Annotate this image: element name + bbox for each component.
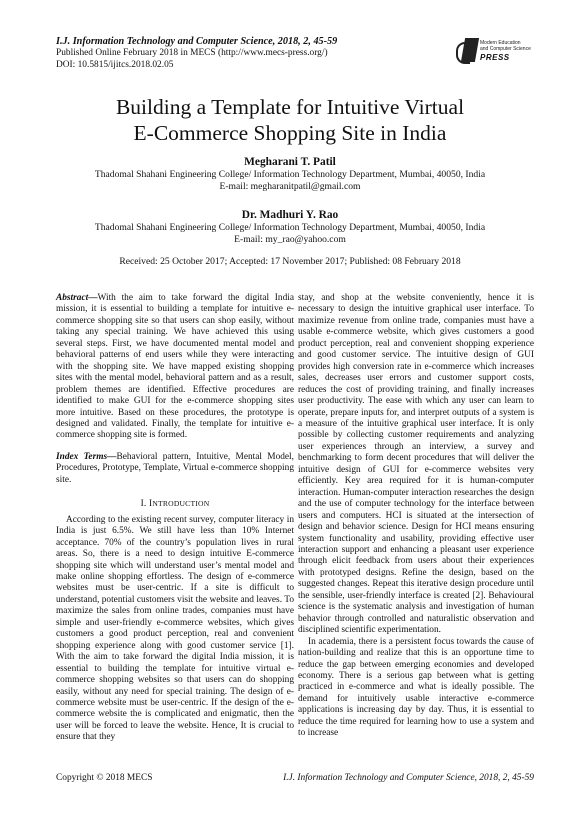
footer-journal: I.J. Information Technology and Computer Science, 2018, 2, 45-59 <box>283 773 534 783</box>
journal-name: I.J. Information Technology and Computer Science, 2018, 2, 45-59 <box>56 36 338 47</box>
logo-press: PRESS <box>480 53 510 62</box>
author-block-2 <box>40 208 540 246</box>
author-email: E-mail: my_rao@yahoo.com <box>234 233 346 245</box>
mecs-logo-icon <box>456 38 478 64</box>
right-column <box>298 293 534 740</box>
logo-text: Modern Education and Computer Science <box>480 40 531 52</box>
abstract: Abstract—With the aim to take forward the digital India mission, it is essential to building a template for intuitive e-commerce shopping site so that users can shop easily, without taking any special training. We have achieved this using several steps. First, we have documented mental model and behavioral patterns of end users while they were interacting with the shopping site. We have mapped existing shopping sites with the mental model, behavioral pattern and as a result, problem themes are identified. Effective procedures are identified to make GUI for the e-commerce shopping sites more intuitive. Based on these procedures, the prototype is designed and validated. Finally, the template for intuitive e-commerce shopping site is formed. <box>56 293 294 441</box>
intro-paragraph: According to the existing recent survey, computer literacy in India is just 6.5%. We still have less than 10% Internet acceptance. 70% of the country’s population lives in rural areas. So, there is a need to design intuitive E-commerce shopping site which will understand user’s mental model and make online shopping effortless. The design of e-commerce websites must be user-centric. If a site is difficult to understand, potential customers visit the website and leaves. To maximize the sales from online trades, companies must have simple and user-friendly e-commerce websites, which gives customers a good product perception, real and convenient shopping experience along with good customer service [1]. With the aim to take forward the digital India mission, it is essential to building the template for intuitive virtual e-commerce shopping websites so that users can do shopping easily, without any need for special training. The design of e-commerce website must be user-centric. If the design of the e-commerce website the is complicated and enigmatic, then the user will be forced to leave the website. Hence, It is crucial to ensure that they <box>56 514 294 743</box>
mecs-press-logo <box>456 36 534 66</box>
footer-copyright: Copyright © 2018 MECS <box>56 773 153 783</box>
publication-info: Published Online February 2018 in MECS (http://www.mecs-press.org/) <box>56 48 328 58</box>
paper-title: Building a Template for Intuitive Virtual E-Commerce Shopping Site in India <box>115 95 465 145</box>
left-column <box>56 293 294 744</box>
index-terms: Index Terms—Behavioral pattern, Intuitive, Mental Model, Procedures, Prototype, Template, Virtual e-commerce shopping site. <box>56 451 294 485</box>
author-name: Megharani T. Patil <box>244 156 336 168</box>
submission-dates: Received: 25 October 2017; Accepted: 17 November 2017; Published: 08 February 2018 <box>119 256 461 267</box>
author-name: Dr. Madhuri Y. Rao <box>241 209 339 221</box>
author-block-1 <box>40 155 540 193</box>
doi: DOI: 10.5815/ijitcs.2018.02.05 <box>56 59 174 70</box>
section-heading: I. INTRODUCTION <box>140 499 210 510</box>
body-paragraph: In academia, there is a persistent focus towards the cause of nation-building and realize that this is an opportune time to reduce the gap between emerging economies and developed economy. There is a serious gap between what is getting practiced in e-commerce and what is ideally possible. The demand for intuitively usable interactive e-commerce applications is increasing day by day. Thus, it is essential to reduce the time required for learning how to use a system and to increase <box>298 636 534 739</box>
author-affiliation: Thadomal Shahani Engineering College/ Information Technology Department, Mumbai, 40050, India <box>94 169 486 180</box>
body-paragraph: stay, and shop at the website conveniently, hence it is necessary to design the intuitive graphical user interface. To maximize revenue from online trade, companies must have a usable e-commerce website, which gives customers a good product perception, real and convenient shopping experience and good customer service. The intuitive design of GUI provides high conversion rate in e-commerce which increases sales, decreases user errors and customer support costs, reduces the cost of providing training, and finally increases user productivity. The ease with which any user can learn to operate, prepare inputs for, and interpret outputs of a system is a measure of the intuitive graphical user interface. It is only possible by collecting customer requirements and analyzing user experiences through an interview, a survey and benchmarking to form decent procedures that will deliver the intuitive design of GUI for e-commerce websites very efficiently. Key area required for it is human-computer interaction. Human-computer interaction researches the design and the use of computer technology for the interface between users and computers. HCI is situated at the intersection of design and behavior science. Design for HCI means ensuring system functionality and usability, providing effective user interaction support and enhancing a pleasant user experience through elicit feedback from users about their experiences with prototyped designs. Refine the design, based on the suggested changes. Repeat this iterative design procedure until the sensible, user-friendly interface is created [2]. Behavioural science is the systematic analysis and investigation of human behavior through controlled and naturalistic observation and disciplined scientific experimentation. <box>298 293 534 636</box>
author-email: E-mail: megharanitpatil@gmail.com <box>219 180 361 192</box>
author-affiliation: Thadomal Shahani Engineering College/ Information Technology Department, Mumbai, 40050, India <box>94 222 486 233</box>
